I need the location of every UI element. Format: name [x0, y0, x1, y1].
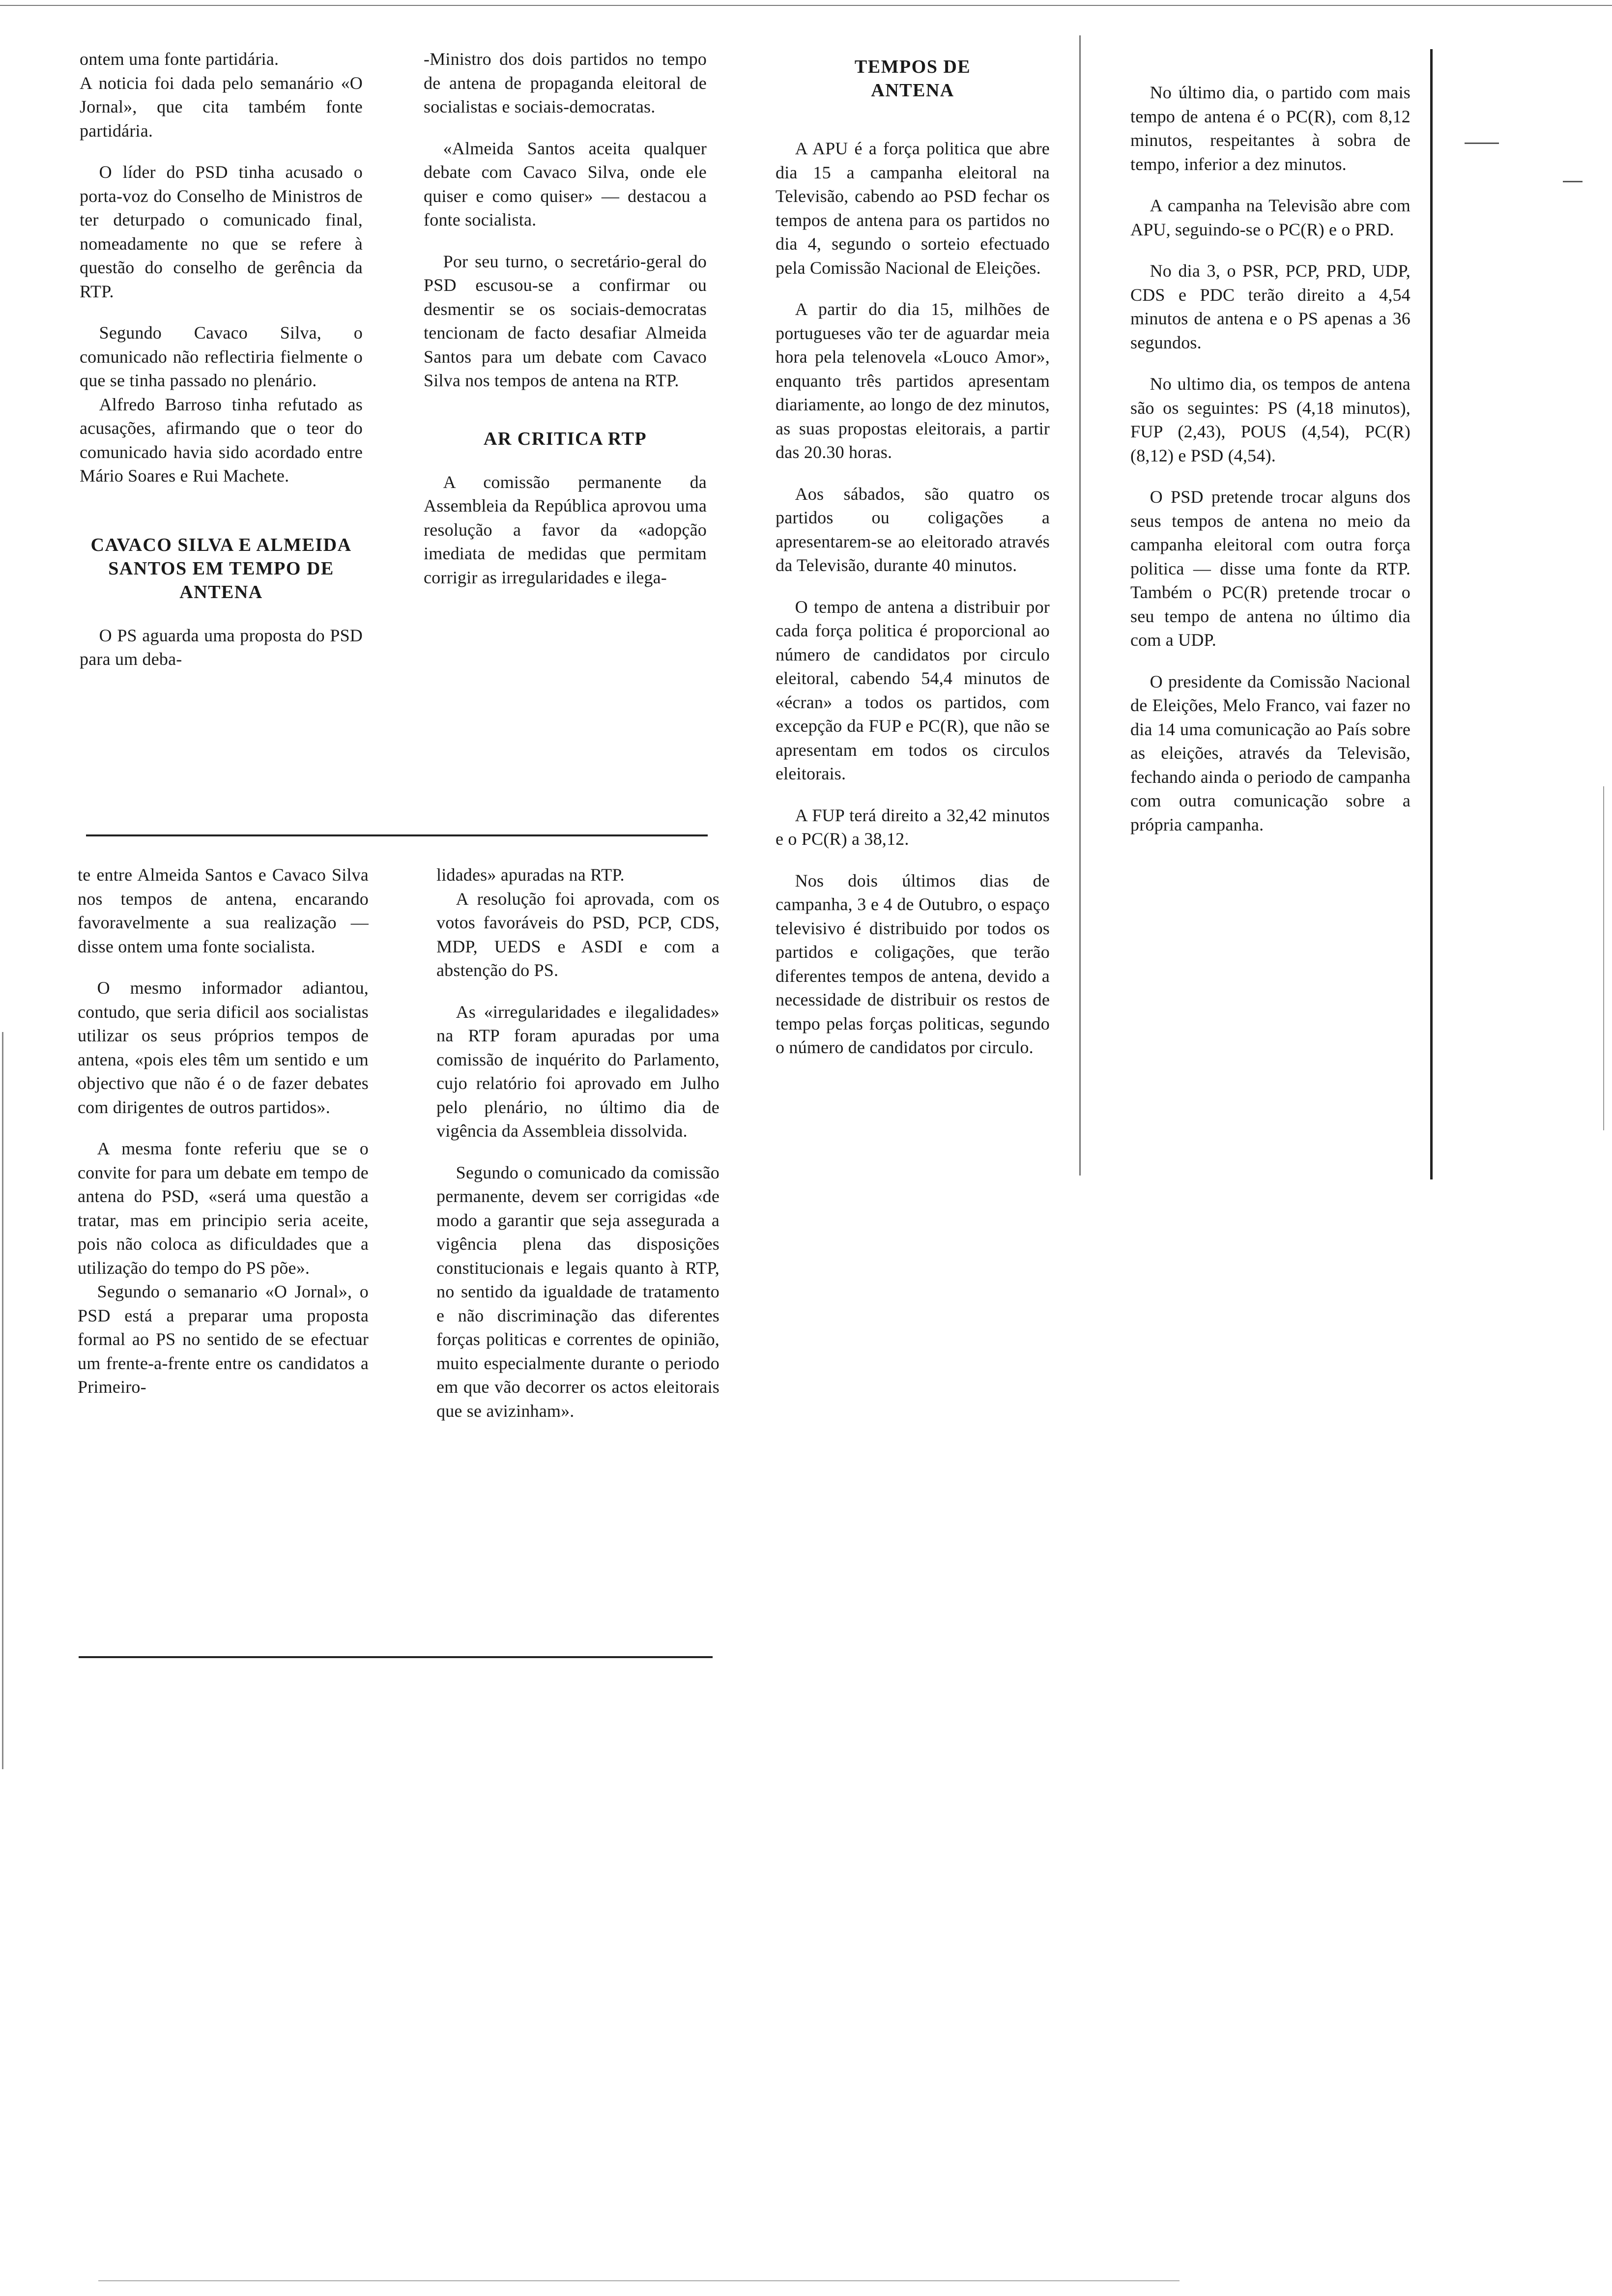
paragraph: -Ministro dos dois partidos no tempo de antena de propaganda eleitoral de socialistas e sociais-democratas. — [424, 49, 707, 116]
paragraph: A mesma fonte referiu que se o convite for para um debate em tempo de antena do PSD, «será uma questão a tratar, mas em principio seria aceite, pois não coloca as dificuldades que a utilização do tempo do PS põe». — [78, 1139, 369, 1278]
section-rule — [86, 834, 708, 836]
paragraph: A partir do dia 15, milhões de portugueses vão ter de aguardar meia hora pela telenovela «Louco Amor», enquanto três partidos apresentam diariamente, ao longo de dez minutos, as suas propostas eleitorais, a partir das 20.30 horas. — [776, 299, 1050, 462]
upper-column-1 — [80, 47, 363, 689]
paragraph: A FUP terá direito a 32,42 minutos e o PC(R) a 38,12. — [776, 805, 1050, 849]
paragraph: O presidente da Comissão Nacional de Eleições, Melo Franco, vai fazer no dia 14 uma comunicação ao País sobre as eleições, através da Televisão, fechando ainda o periodo de campanha com outra comunicação sobre a própria campanha. — [1130, 671, 1410, 834]
headline-cavaco-almeida: CAVACO SILVA E ALMEIDA SANTOS EM TEMPO DE ANTENA — [90, 534, 352, 603]
paragraph: O mesmo informador adiantou, contudo, que seria dificil aos socialistas utilizar os seus próprios tempos de antena, «pois eles têm um sentido e um objectivo que não é o de fazer debates com dirigentes de outros partidos». — [78, 978, 369, 1117]
paragraph: te entre Almeida Santos e Cavaco Silva nos tempos de antena, encarando favoravelmente a sua realização — disse ontem uma fonte socialista. — [78, 865, 369, 956]
paragraph: A noticia foi dada pelo semanário «O Jornal», que cita também fonte partidária. — [80, 73, 363, 141]
paragraph: ontem uma fonte partidária. — [80, 49, 279, 69]
headline-tempos-de-antena: TEMPOS DE ANTENA — [854, 57, 971, 101]
paragraph: As «irregularidades e ilegalidades» na RTP foram apuradas por uma comissão de inquérito do Parlamento, cujo relatório foi aprovado em Julho pelo plenário, no último dia de vigência da Assembleia dissolvida. — [436, 1002, 720, 1141]
paragraph: A campanha na Televisão abre com APU, seguindo-se o PC(R) e o PRD. — [1130, 196, 1410, 239]
scan-dash — [1465, 143, 1499, 144]
paragraph: Aos sábados, são quatro os partidos ou coligações a apresentarem-se ao eleitorado através da Televisão, durante 40 minutos. — [776, 484, 1050, 575]
paragraph: O PSD pretende trocar alguns dos seus tempos de antena no meio da campanha eleitoral com outra força politica — disse uma fonte da RTP. Também o PC(R) pretende trocar o seu tempo de antena no último dia com a UDP. — [1130, 487, 1410, 650]
paragraph: Alfredo Barroso tinha refutado as acusações, afirmando que o teor do comunicado havia sido acordado entre Mário Soares e Rui Machete. — [80, 394, 363, 486]
paragraph: Segundo Cavaco Silva, o comunicado não reflectiria fielmente o que se tinha passado no plenário. — [80, 323, 363, 390]
paragraph: A APU é a força politica que abre dia 15 a campanha eleitoral na Televisão, cabendo ao PSD fechar os tempos de antena para os partidos no dia 4, segundo o sorteio efectuado pela Comissão Nacional de Eleições. — [776, 139, 1050, 278]
clipping-right-border — [1430, 49, 1433, 1179]
paragraph: Por seu turno, o secretário-geral do PSD escusou-se a confirmar ou desmentir se os sociais-democratas tencionam de facto desafiar Almeida Santos para um debate com Cavaco Silva nos tempos de antena na RTP. — [424, 251, 707, 390]
lower-column-1 — [78, 863, 369, 1417]
scan-top-edge — [0, 5, 1612, 6]
paragraph: Segundo o semanario «O Jornal», o PSD está a preparar uma proposta formal ao PS no sentido de se efectuar um frente-a-frente entre os candidatos a Primeiro- — [78, 1282, 369, 1397]
paragraph: «Almeida Santos aceita qualquer debate com Cavaco Silva, onde ele quiser e como quiser» — destacou a fonte socialista. — [424, 138, 707, 230]
paragraph: Segundo o comunicado da comissão permanente, devem ser corrigidas «de modo a garantir que seja assegurada a vigência plena das disposições constitucionais e legais quanto à RTP, no sentido da igualdade de tratamento e não discriminação das diferentes forças politicas e correntes de opinião, muito especialmente durante o periodo em que vão decorrer os actos eleitorais que se avizinham». — [436, 1162, 720, 1421]
article-bottom-rule — [79, 1656, 713, 1658]
upper-column-2 — [424, 47, 707, 607]
paragraph: A resolução foi aprovada, com os votos favoráveis do PSD, PCP, CDS, MDP, UEDS e ASDI e com a abstenção do PS. — [436, 889, 720, 980]
paragraph: O líder do PSD tinha acusado o porta-voz do Conselho de Ministros de ter deturpado o comunicado final, nomeadamente no que se refere à questão do conselho de gerência da RTP. — [80, 162, 363, 301]
headline-ar-critica: AR CRITICA RTP — [483, 428, 647, 449]
scan-right-edge — [1603, 786, 1604, 1130]
paragraph: No último dia, o partido com mais tempo de antena é o PC(R), com 8,12 minutos, respeitantes à sobra de tempo, inferior a dez minutos. — [1130, 83, 1410, 174]
column-tempos-de-antena — [776, 55, 1050, 1077]
paragraph: O tempo de antena a distribuir por cada força politica é proporcional ao número de candidatos por circulo eleitoral, cabendo 54,4 minutos de «écran» a todos os partidos, com excepção da FUP e PC(R), que não se apresentam em todos os circulos eleitorais. — [776, 597, 1050, 783]
paragraph: Nos dois últimos dias de campanha, 3 e 4 de Outubro, o espaço televisivo é distribuido por todos os partidos e coligações, que terão diferentes tempos de antena, devido a necessidade de distribuir os restos de tempo pelas forças politicas, segundo o número de candidatos por circulo. — [776, 870, 1050, 1057]
scan-bottom-edge — [98, 2280, 1180, 2281]
lower-column-2 — [436, 863, 720, 1440]
paragraph: No ultimo dia, os tempos de antena são os seguintes: PS (4,18 minutos), FUP (2,43), POUS (4,54), PC(R) (8,12) e PSD (4,54). — [1130, 374, 1410, 465]
paragraph: O PS aguarda uma proposta do PSD para um deba- — [80, 625, 363, 669]
paragraph: lidades» apuradas na RTP. — [436, 865, 625, 885]
scan-left-edge — [2, 1032, 3, 1769]
paragraph: No dia 3, o PSR, PCP, PRD, UDP, CDS e PDC terão direito a 4,54 minutos de antena e o PS apenas a 36 segundos. — [1130, 261, 1410, 352]
scan-dash — [1563, 181, 1583, 182]
column-divider — [1079, 35, 1081, 1176]
column-4 — [1130, 81, 1410, 854]
paragraph: A comissão permanente da Assembleia da República aprovou uma resolução a favor da «adopção imediata de medidas que permitam corrigir as irregularidades e ilega- — [424, 472, 707, 587]
